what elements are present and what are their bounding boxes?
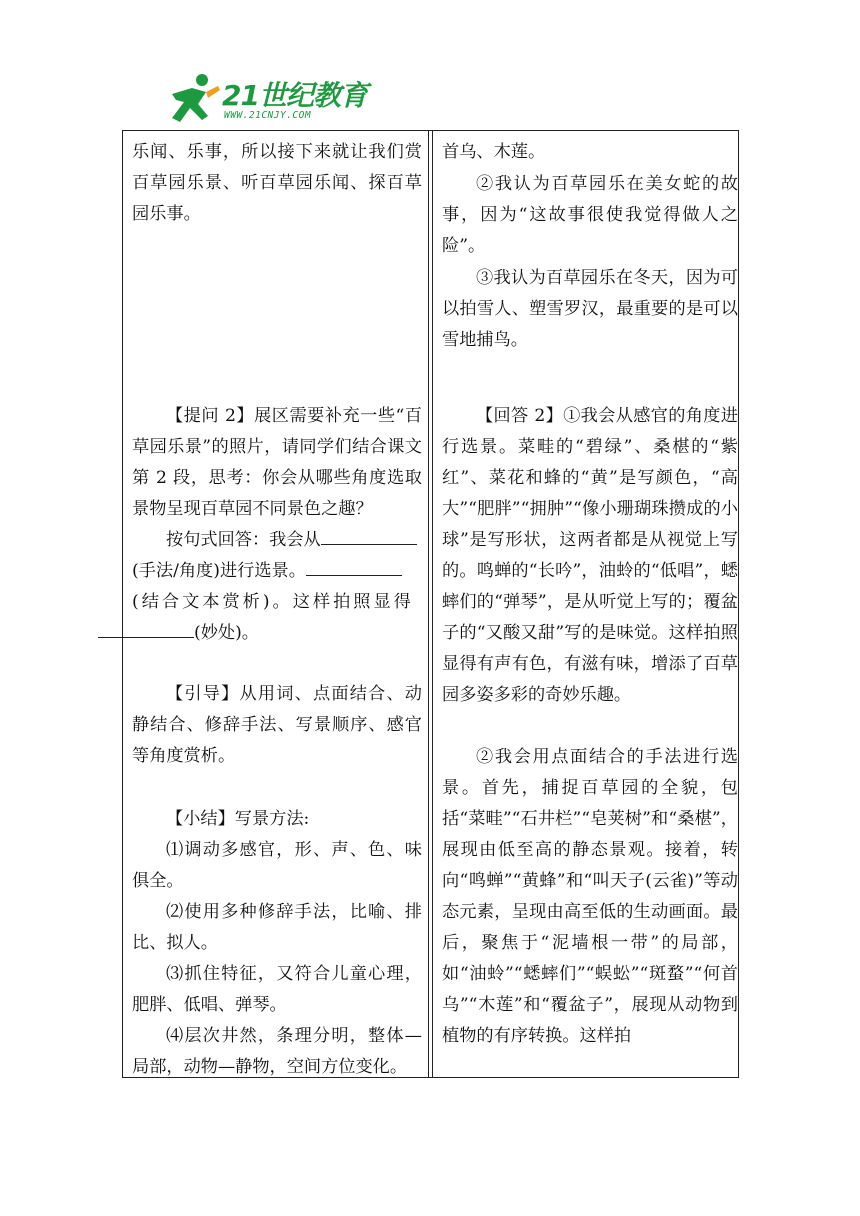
student-column xyxy=(432,131,738,1077)
answer-pattern xyxy=(132,525,422,649)
site-logo xyxy=(162,72,372,130)
logo-brand-text: 21世纪教育 xyxy=(222,79,367,112)
logo-url-text: WWW.21CNJY.COM xyxy=(224,110,312,121)
blank-2 xyxy=(306,561,402,576)
guide-paragraph: 【引导】从用词、点面结合、动静结合、修辞手法、写景顺序、感官等角度赏析。 xyxy=(132,684,422,766)
pattern-part-c: (结合文本赏析)。这样拍照显得 xyxy=(132,592,414,612)
summary-title: 【小结】写景方法: xyxy=(166,809,310,829)
summary-item-1: ⑴调动多感官，形、声、色、味俱全。 xyxy=(132,840,422,891)
intro-paragraph: 乐闻、乐事，所以接下来就让我们赏百草园乐景、听百草园乐闻、探百草园乐事。 xyxy=(132,142,422,224)
answer-2-part-1: 【回答 2】①我会从感官的角度进行选景。菜畦的“碧绿”、桑椹的“紫红”、菜花和蜂的“黄”是写颜色，“高大”“肥胖”“拥肿”“像小珊瑚珠攒成的小球”是写形状，这两者都是从视觉上写的。鸣蝉的“长吟”，油蛉的“低唱”，蟋蟀们的“弹琴”，是从听觉上写的；覆盆子的“又酸又甜”写的是味觉。这样拍照显得有声有色，有滋有味，增添了百草园多姿多彩的奇妙乐趣。 xyxy=(442,406,738,705)
answer-continuation: 首乌、木莲。 xyxy=(442,142,546,162)
summary-item-2: ⑵使用多种修辞手法，比喻、排比、拟人。 xyxy=(132,902,422,953)
teacher-column xyxy=(123,131,429,1077)
summary-item-4: ⑷层次井然，条理分明，整体—局部，动物—静物，空间方位变化。 xyxy=(132,1026,422,1077)
blank-1 xyxy=(321,530,417,545)
pattern-part-b: (手法/角度)进行选景。 xyxy=(132,561,306,581)
running-person-icon xyxy=(162,72,222,128)
pattern-part-d: (妙处)。 xyxy=(194,623,259,643)
question-2: 【提问 2】展区需要补充一些“百草园乐景”的照片，请同学们结合课文第 2 段，思考：你会从哪些角度选取景物呈现百草园不同景色之趣？ xyxy=(132,406,422,519)
answer-item-3: ③我认为百草园乐在冬天，因为可以拍雪人、塑雪罗汉，最重要的是可以雪地捕鸟。 xyxy=(442,268,738,350)
answer-item-2: ②我认为百草园乐在美女蛇的故事，因为“这故事很使我觉得做人之险”。 xyxy=(442,174,738,256)
pattern-part-a: 按句式回答：我会从 xyxy=(166,530,321,550)
answer-2-part-2: ②我会用点面结合的手法进行选景。首先，捕捉百草园的全貌，包括“菜畦”“石井栏”“皂荚树”和“桑椹”，展现由低至高的静态景观。接着，转向“鸣蝉”“黄蜂”和“叫天子(云雀)”等动态元素，呈现由高至低的生动画面。最后，聚焦于“泥墙根一带”的局部，如“油蛉”“蟋蟀们”“蜈蚣”“斑蝥”“何首乌”“木莲”和“覆盆子”，展现从动物到植物的有序转换。这样拍 xyxy=(442,747,738,1046)
lesson-table xyxy=(122,130,739,1078)
summary-item-3: ⑶抓住特征，又符合儿童心理，肥胖、低唱、弹琴。 xyxy=(132,964,422,1015)
blank-3 xyxy=(98,623,194,638)
